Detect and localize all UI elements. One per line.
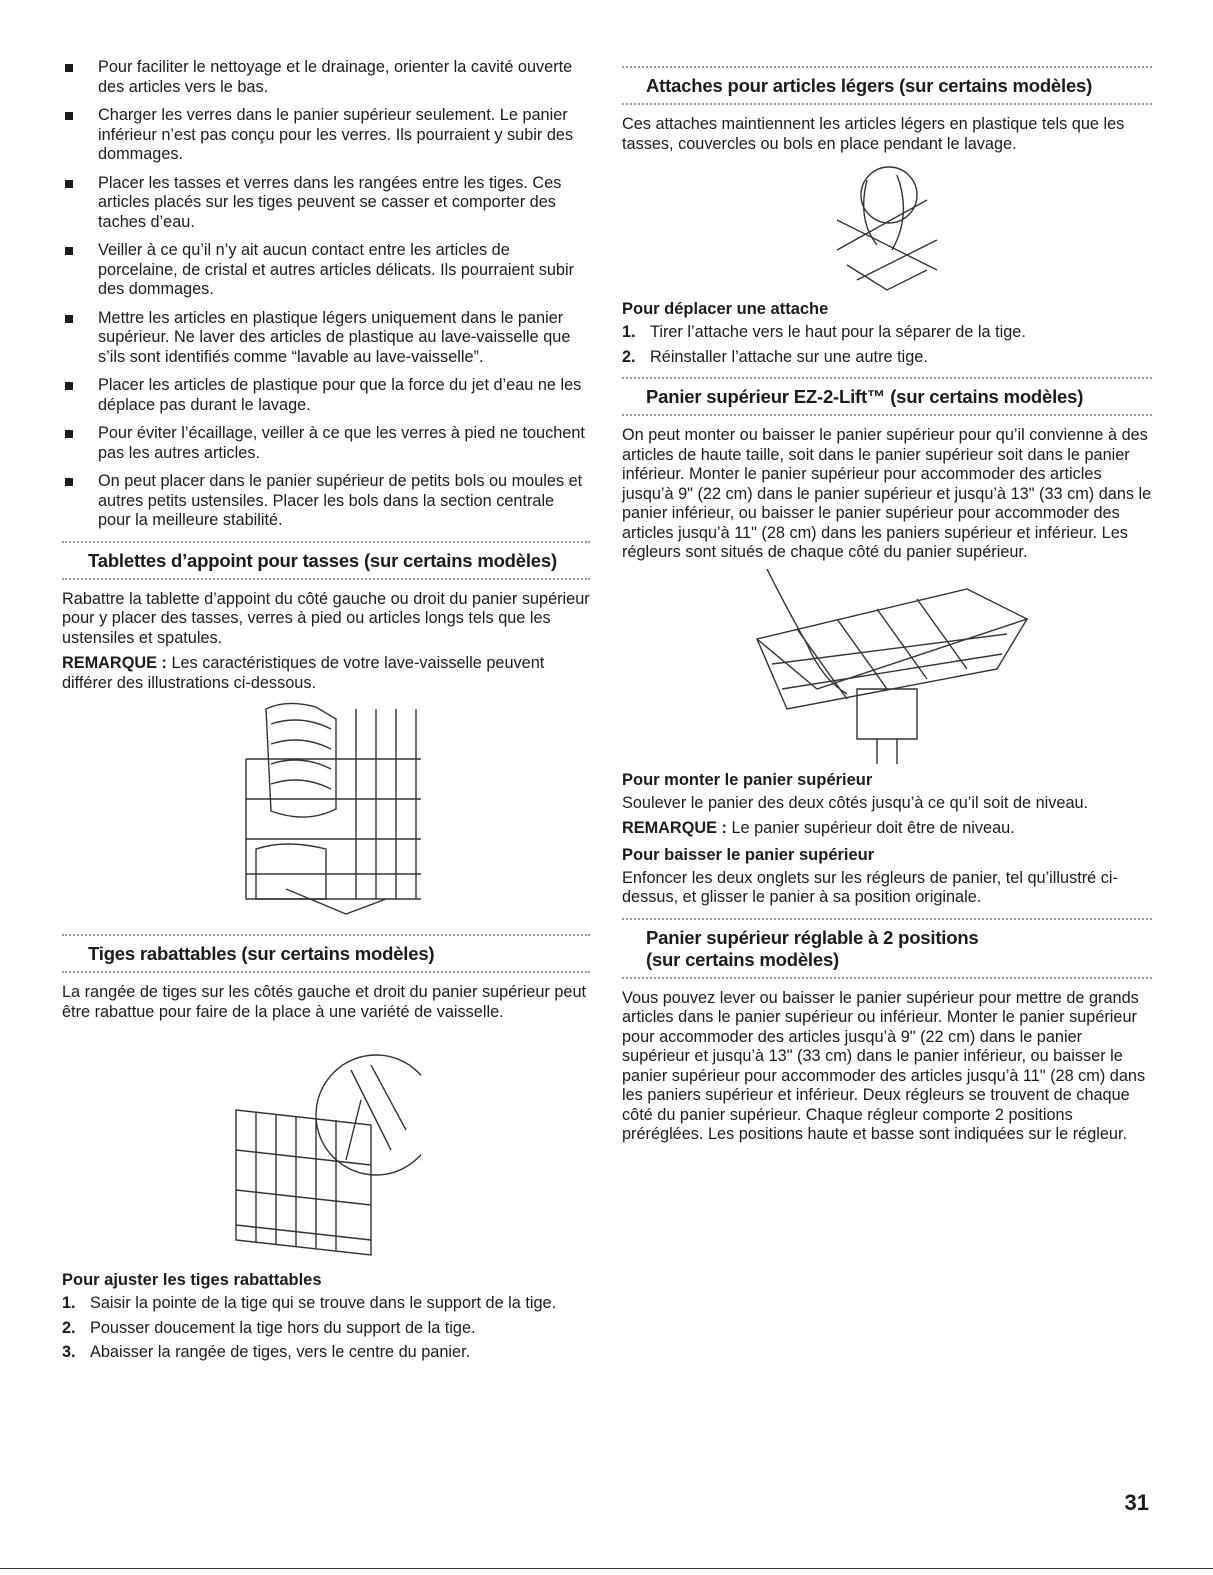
step-item: 1. Tirer l’attache vers le haut pour la séparer de la tige.: [622, 323, 1026, 341]
list-item: Veiller à ce qu’il n’y ait aucun contact entre les articles de porcelaine, de cristal et autres articles délicats. Ils pourraient subir des dommages.: [62, 241, 590, 300]
body-text: On peut monter ou baisser le panier supérieur pour qu’il convienne à des articles de haute taille, soit dans le panier supérieur soit dans le panier inférieur. Monter le panier supérieur pour accommoder des articles jusqu’à 9" (22 cm) dans le panier supérieur et jusqu’à 13" (33 cm) dans le panier inférieur, ou baisser le panier supérieur pour accommoder des articles jusqu’à 11" (28 cm) dans les paniers supérieur et inférieur. Les régleurs sont situés de chaque côté du panier supérieur.: [622, 426, 1152, 561]
body-text: Enfoncer les deux onglets sur les régleurs de panier, tel qu’illustré ci-dessus, et glisser le panier à sa position originale.: [622, 868, 1118, 906]
page-number: 31: [1124, 1490, 1149, 1515]
dotted-divider: [62, 971, 590, 973]
list-item: Placer les tasses et verres dans les rangées entre les tiges. Ces articles placés sur les tiges peuvent se casser et comporter des taches d’eau.: [62, 174, 590, 233]
list-item: Pour éviter l’écaillage, veiller à ce que les verres à pied ne touchent pas les autres articles.: [62, 424, 590, 463]
note-label: REMARQUE :: [62, 654, 167, 672]
loading-tips-list: [62, 58, 590, 531]
section-header-reglable: [622, 918, 1152, 979]
bullet-square-icon: [65, 430, 73, 438]
section-header-ez2lift: [622, 377, 1152, 416]
section-header-tiges: [62, 934, 590, 973]
body-text: Rabattre la tablette d’appoint du côté gauche ou droit du panier supérieur pour y placer des tasses, verres à pied ou articles longs tels que les ustensiles et spatules.: [62, 589, 590, 647]
list-item: On peut placer dans le panier supérieur de petits bols ou moules et autres petits ustensiles. Placer les bols dans la section centrale pour la meilleure stabilité.: [62, 472, 590, 531]
list-item: Charger les verres dans le panier supérieur seulement. Le panier inférieur n’est pas conçu pour les verres. Ils pourraient y subir des dommages.: [62, 106, 590, 165]
section-title-line: (sur certains modèles): [646, 948, 840, 970]
bullet-square-icon: [65, 382, 73, 390]
note-text: Le panier supérieur doit être de niveau.: [726, 819, 1015, 837]
right-column: [622, 58, 1152, 1151]
bullet-square-icon: [65, 247, 73, 255]
body-text: Ces attaches maintiennent les articles légers en plastique tels que les tasses, couvercles ou bols en place pendant le lavage.: [622, 115, 1125, 153]
body-text: La rangée de tiges sur les côtés gauche et droit du panier supérieur peut être rabattue pour faire de la place à une variété de vaisselle.: [62, 983, 587, 1021]
list-item: Mettre les articles en plastique légers uniquement dans le panier supérieur. Ne laver des articles de plastique au lave-vaisselle que s’ils sont identifiés comme “lavable au lave-vaisselle”.: [62, 309, 590, 368]
bullet-square-icon: [65, 315, 73, 323]
steps-list: [622, 323, 1152, 367]
bullet-square-icon: [65, 64, 73, 72]
body-text: Vous pouvez lever ou baisser le panier supérieur pour mettre de grands articles dans le panier supérieur ou inférieur. Monter le panier supérieur pour accommoder des articles jusqu’à 9" (22 cm) dans le panier supérieur et jusqu’à 13" (33 cm) dans le panier inférieur, ou baisser le panier supérieur pour accommoder des articles jusqu’à 11" (28 cm) dans les paniers supérieur et inférieur. Deux régleurs se trouvent de chaque côté du panier supérieur. Chaque régleur comporte 2 positions préréglées. Les positions haute et basse sont indiquées sur le régleur.: [622, 988, 1146, 1143]
section-title: [622, 920, 1152, 977]
section-title: Panier supérieur EZ-2-Lift™ (sur certains modèles): [646, 386, 1084, 407]
section-header-tablettes: [62, 541, 590, 580]
note-paragraph: [62, 654, 590, 693]
bottom-rule: [0, 1568, 1213, 1569]
body-text: Soulever le panier des deux côtés jusqu’à ce qu’il soit de niveau.: [622, 793, 1089, 812]
section-title-line: Panier supérieur réglable à 2 positions: [646, 926, 979, 948]
steps-list: [62, 1294, 590, 1363]
bullet-square-icon: [65, 112, 73, 120]
list-item: Pour faciliter le nettoyage et le drainage, orienter la cavité ouverte des articles vers le bas.: [62, 58, 590, 97]
subheading: Pour ajuster les tiges rabattables: [62, 1271, 322, 1289]
left-column: [62, 58, 590, 1368]
bullet-square-icon: [65, 180, 73, 188]
folding-tines-illustration: [231, 1050, 421, 1260]
dotted-divider: [62, 578, 590, 580]
bullet-square-icon: [65, 478, 73, 486]
note-label: REMARQUE :: [622, 819, 727, 837]
step-item: 3. Abaisser la rangée de tiges, vers le centre du panier.: [62, 1343, 471, 1361]
ez2lift-basket-illustration: [737, 569, 1037, 764]
section-title: Attaches pour articles légers (sur certains modèles): [646, 75, 1093, 96]
subheading: Pour déplacer une attache: [622, 300, 829, 318]
dotted-divider: [622, 103, 1152, 105]
section-title: Tablettes d’appoint pour tasses (sur certains modèles): [88, 549, 557, 571]
subheading: Pour monter le panier supérieur: [622, 770, 873, 789]
dotted-divider: [622, 414, 1152, 416]
section-header-attaches: [622, 66, 1152, 105]
cup-shelf-illustration: [226, 699, 426, 924]
step-item: 1. Saisir la pointe de la tige qui se trouve dans le support de la tige.: [62, 1294, 557, 1312]
note-text: Les caractéristiques de votre lave-vaisselle peuvent différer des illustrations ci-dessous.: [62, 654, 545, 692]
clip-illustration: [827, 160, 947, 295]
dotted-divider: [622, 977, 1152, 979]
list-item: Placer les articles de plastique pour que la force du jet d’eau ne les déplace pas durant le lavage.: [62, 376, 590, 415]
step-item: 2. Réinstaller l’attache sur une autre tige.: [622, 347, 928, 366]
note-paragraph: [622, 819, 1152, 839]
step-item: 2. Pousser doucement la tige hors du support de la tige.: [62, 1318, 476, 1337]
section-title: Tiges rabattables (sur certains modèles): [88, 943, 435, 964]
subheading: Pour baisser le panier supérieur: [622, 845, 875, 864]
